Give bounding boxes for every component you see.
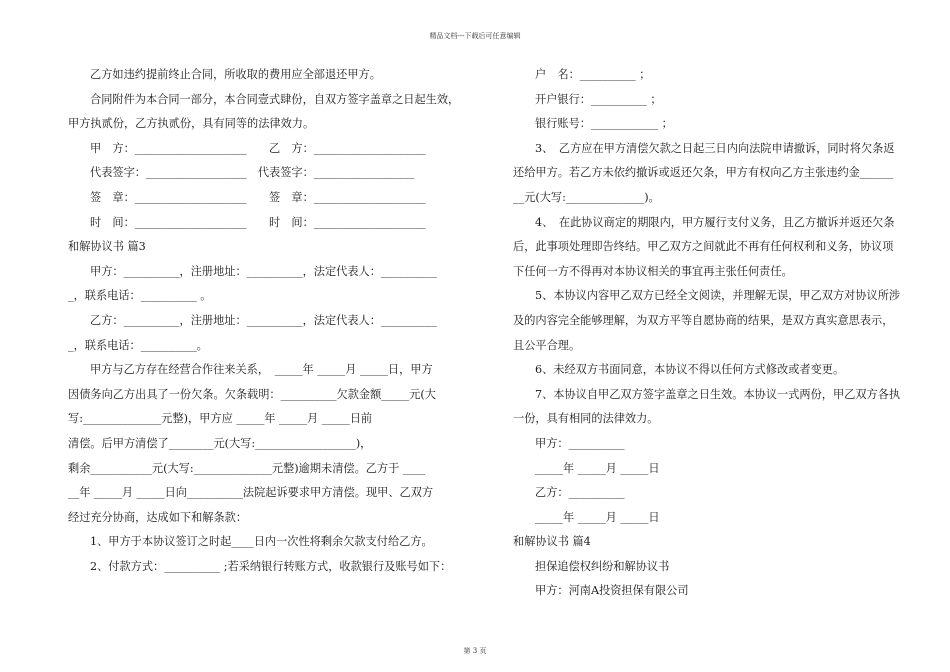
text-line: 还给甲方。若乙方未依约撤诉或返还欠条，甲方有权向乙方主张违约金______: [513, 166, 894, 180]
text-line: 清偿。后甲方清偿了________元(大写:__________________)，: [68, 436, 372, 450]
text-line: 及的内容完全能够理解，为双方平等自愿协商的结果，是双方真实意思表示，: [513, 313, 894, 327]
text-line: 4、 在此协议商定的期限内，甲方履行支付义务，且乙方撤诉并返还欠条: [535, 215, 895, 229]
text-line: 下任何一方不得再对本协议相关的事宜再主张任何责任。: [513, 264, 793, 278]
page-header: 精品文档---下载后可任意编辑: [429, 32, 521, 40]
text-line: 5、本协议内容甲乙双方已经全文阅读，并理解无误，甲乙双方对协议所涉: [535, 289, 901, 303]
text-line: __元(大写:______________)。: [513, 190, 660, 204]
text-line: 乙方：__________，注册地址：__________，法定代表人：__________: [90, 313, 437, 327]
text-line: _，联系电话：__________。: [68, 338, 208, 352]
text-line: 经过充分协商，达成如下和解条款：: [68, 510, 248, 524]
text-line: 甲 方：____________________ 乙 方：____________________: [90, 141, 426, 155]
page-number: 第 3 页: [463, 647, 487, 655]
text-line: 签 章：____________________ 签 章：____________________: [90, 190, 426, 204]
text-line: 时 间：____________________ 时 间：____________________: [90, 215, 426, 229]
text-line: _，联系电话：__________ 。: [68, 289, 212, 303]
text-line: _____年 _____月 _____日: [535, 461, 660, 475]
text-line: 6、未经双方书面同意，本协议不得以任何方式修改或者变更。: [535, 363, 845, 377]
text-line: 2、付款方式：__________ ;若采纳银行转账方式，收款银行及账号如下：: [90, 559, 452, 573]
text-line: 甲方：__________: [535, 436, 625, 450]
text-line: 乙方：__________: [535, 486, 625, 500]
text-line: 乙方如违约提前终止合同，所收取的费用应全部退还甲方。: [90, 68, 381, 81]
text-line: 开户银行：__________ ；: [535, 92, 662, 106]
text-line: 银行账号：____________ ；: [535, 117, 673, 131]
text-line: 甲方与乙方存在经营合作往来关系， _____年 _____月 _____日，甲方: [90, 363, 433, 377]
text-line: 甲方执贰份，乙方执贰份，具有同等的法律效力。: [68, 117, 315, 131]
text-line: 剩余___________元(大写:______________元整)逾期未清偿。乙方于 ____: [68, 461, 426, 475]
text-line: __年 _____月 _____日向__________法院起诉要求甲方清偿。现甲、乙双方: [68, 486, 434, 500]
text-line: 且公平合理。: [513, 338, 581, 352]
text-line: 代表签字：__________________ 代表签字：__________________: [90, 166, 415, 180]
text-line: 合同附件为本合同一部分，本合同壹式肆份，自双方签字盖章之日起生效，: [90, 92, 460, 106]
left-column: [68, 63, 468, 579]
text-line: 3、 乙方应在甲方清偿欠款之日起三日内向法院申请撤诉，同时将欠条返: [535, 141, 895, 155]
text-line: 担保追偿权纠纷和解协议书: [535, 559, 670, 573]
text-line: 户 名：__________ ；: [535, 68, 651, 81]
text-line: 1、甲方于本协议签订之时起____日内一次性将剩余欠款支付给乙方。: [90, 535, 433, 549]
section-heading: 和解协议书 篇3: [68, 240, 146, 254]
text-line: 甲方：河南A投资担保有限公司: [535, 584, 689, 598]
text-line: 因债务向乙方出具了一份欠条。欠条载明：__________欠款金额_____元(大: [68, 387, 436, 401]
text-line: 7、本协议自甲乙双方签字盖章之日生效。本协议一式两份，甲乙双方各执: [535, 387, 901, 401]
section-heading: 和解协议书 篇4: [513, 535, 591, 549]
text-line: 写:______________元整)，甲方应 _____年 _____月 _____日前: [68, 412, 373, 426]
text-line: 一份，具有相同的法律效力。: [513, 412, 659, 426]
right-column: [513, 63, 901, 604]
text-line: _____年 _____月 _____日: [535, 510, 660, 524]
text-line: 后，此事项处理即告终结。甲乙双方之间就此不再有任何权利和义务，协议项: [513, 240, 894, 254]
text-line: 甲方：__________，注册地址：__________，法定代表人：__________: [90, 264, 437, 278]
